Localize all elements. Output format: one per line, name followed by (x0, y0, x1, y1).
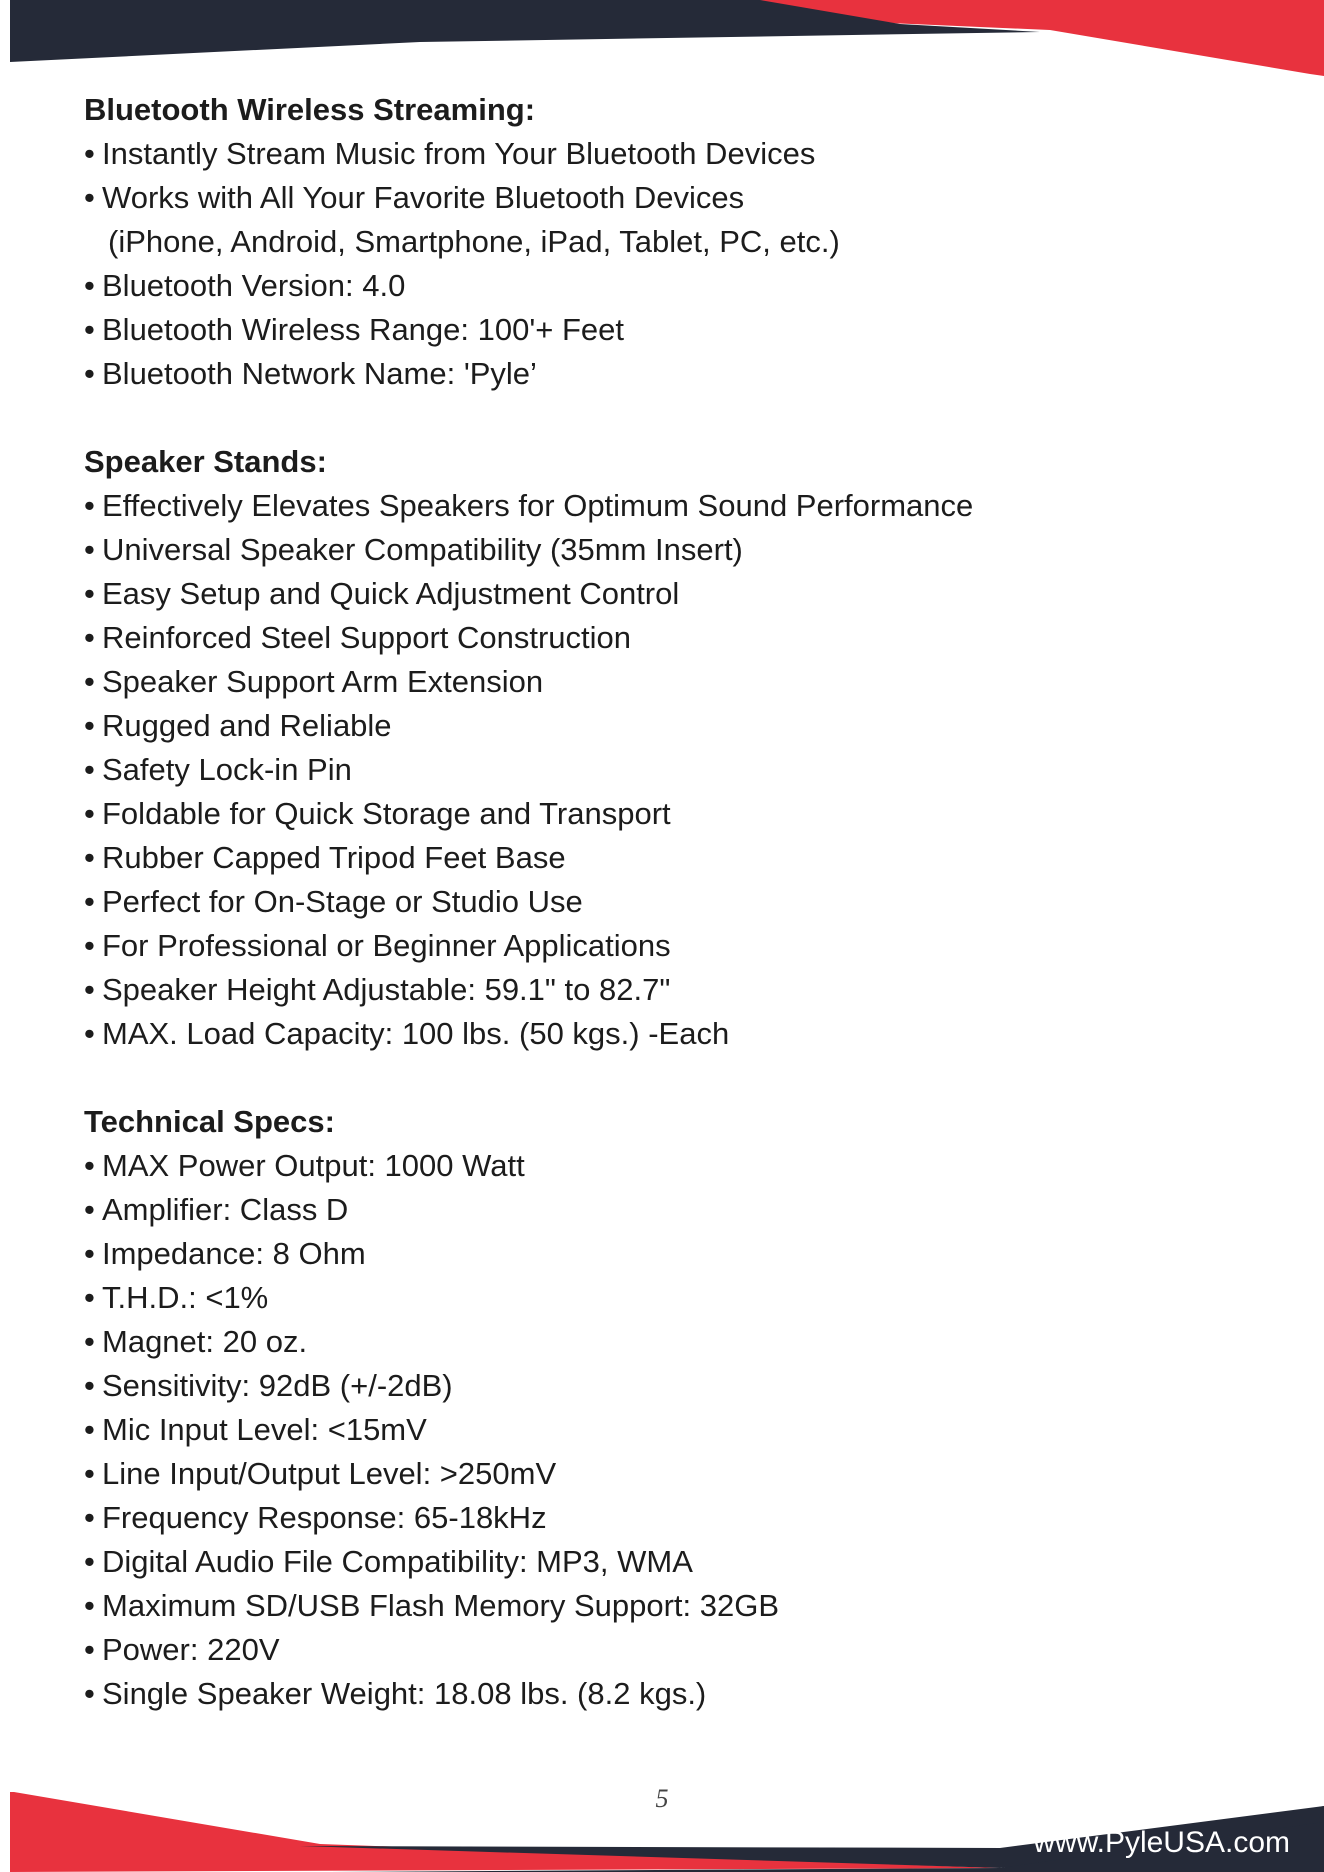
list-item-text: Rugged and Reliable (102, 708, 392, 743)
bullet-icon: • (84, 972, 95, 1007)
spec-list (84, 484, 1244, 1056)
list-item-text: T.H.D.: <1% (102, 1280, 269, 1315)
list-item (84, 1672, 1244, 1716)
bullet-icon: • (84, 708, 95, 743)
bullet-icon: • (84, 1544, 95, 1579)
section-speaker-stands (84, 440, 1244, 1056)
list-item-text: Line Input/Output Level: >250mV (102, 1456, 557, 1491)
list-item-text: Mic Input Level: <15mV (102, 1412, 427, 1447)
list-item (84, 1012, 1244, 1056)
bullet-icon: • (84, 268, 95, 303)
list-item (84, 660, 1244, 704)
list-item (84, 1408, 1244, 1452)
list-item (84, 1276, 1244, 1320)
list-item (84, 1584, 1244, 1628)
list-item-text: Instantly Stream Music from Your Bluetooth Devices (102, 136, 816, 171)
spec-list (84, 1144, 1244, 1716)
bullet-icon: • (84, 1236, 95, 1271)
list-item (84, 880, 1244, 924)
list-item-text: Speaker Support Arm Extension (102, 664, 544, 699)
bullet-icon: • (84, 532, 95, 567)
bullet-icon: • (84, 1412, 95, 1447)
bullet-icon: • (84, 928, 95, 963)
bullet-icon: • (84, 1324, 95, 1359)
list-item-text: Amplifier: Class D (102, 1192, 349, 1227)
bullet-icon: • (84, 1500, 95, 1535)
section-heading: Speaker Stands: (84, 444, 327, 479)
bullet-icon: • (84, 356, 95, 391)
bullet-icon: • (84, 180, 95, 215)
list-item-text: For Professional or Beginner Applications (102, 928, 671, 963)
bullet-icon: • (84, 884, 95, 919)
list-item-text: MAX. Load Capacity: 100 lbs. (50 kgs.) -Each (102, 1016, 730, 1051)
list-item (84, 1496, 1244, 1540)
list-item (84, 1188, 1244, 1232)
list-item-text: Universal Speaker Compatibility (35mm Insert) (102, 532, 743, 567)
list-item-text: Digital Audio File Compatibility: MP3, WMA (102, 1544, 693, 1579)
list-item-text: Bluetooth Version: 4.0 (102, 268, 406, 303)
list-item-text: Easy Setup and Quick Adjustment Control (102, 576, 680, 611)
list-item-text: Effectively Elevates Speakers for Optimum Sound Performance (102, 488, 974, 523)
bullet-icon: • (84, 752, 95, 787)
list-item-text: Magnet: 20 oz. (102, 1324, 308, 1359)
list-item (84, 792, 1244, 836)
list-item-text: Bluetooth Wireless Range: 100'+ Feet (102, 312, 625, 347)
list-item-text: Foldable for Quick Storage and Transport (102, 796, 671, 831)
list-item (84, 264, 1244, 308)
list-item-continuation: (iPhone, Android, Smartphone, iPad, Tablet, PC, etc.) (108, 224, 840, 259)
bullet-icon: • (84, 1588, 95, 1623)
bullet-icon: • (84, 312, 95, 347)
list-item (84, 572, 1244, 616)
list-item-text: Reinforced Steel Support Construction (102, 620, 632, 655)
bullet-icon: • (84, 576, 95, 611)
list-item (84, 616, 1244, 660)
list-item (84, 1364, 1244, 1408)
bullet-icon: • (84, 620, 95, 655)
list-item (84, 968, 1244, 1012)
section-heading: Technical Specs: (84, 1104, 335, 1139)
page-number: 5 (655, 1784, 669, 1813)
list-item-text: Speaker Height Adjustable: 59.1" to 82.7" (102, 972, 671, 1007)
list-item (84, 484, 1244, 528)
list-item-text: Sensitivity: 92dB (+/-2dB) (102, 1368, 453, 1403)
bullet-icon: • (84, 1368, 95, 1403)
list-item-text: Maximum SD/USB Flash Memory Support: 32GB (102, 1588, 780, 1623)
list-item-text: Safety Lock-in Pin (102, 752, 352, 787)
list-item (84, 1628, 1244, 1672)
footer-url[interactable]: www.PyleUSA.com (1033, 1826, 1290, 1859)
section-heading: Bluetooth Wireless Streaming: (84, 92, 536, 127)
section-technical-specs (84, 1100, 1244, 1716)
spec-list (84, 132, 1244, 396)
top-banner (0, 0, 1324, 90)
list-item (84, 704, 1244, 748)
list-item (84, 1452, 1244, 1496)
bullet-icon: • (84, 1632, 95, 1667)
bullet-icon: • (84, 664, 95, 699)
list-item-text: Rubber Capped Tripod Feet Base (102, 840, 566, 875)
list-item (84, 836, 1244, 880)
bullet-icon: • (84, 1280, 95, 1315)
list-item (84, 1144, 1244, 1188)
bullet-icon: • (84, 796, 95, 831)
bullet-icon: • (84, 1192, 95, 1227)
bullet-icon: • (84, 488, 95, 523)
list-item (84, 748, 1244, 792)
list-item (84, 528, 1244, 572)
list-item (84, 924, 1244, 968)
list-item-text: Works with All Your Favorite Bluetooth Devices (102, 180, 745, 215)
bullet-icon: • (84, 1456, 95, 1491)
list-item (84, 176, 1244, 264)
list-item-text: Frequency Response: 65-18kHz (102, 1500, 547, 1535)
list-item (84, 1320, 1244, 1364)
bullet-icon: • (84, 1148, 95, 1183)
bullet-icon: • (84, 136, 95, 171)
list-item-text: Power: 220V (102, 1632, 280, 1667)
list-item-text: MAX Power Output: 1000 Watt (102, 1148, 525, 1183)
bullet-icon: • (84, 1676, 95, 1711)
list-item (84, 132, 1244, 176)
list-item-text: Perfect for On-Stage or Studio Use (102, 884, 583, 919)
list-item (84, 1232, 1244, 1276)
list-item-text: Single Speaker Weight: 18.08 lbs. (8.2 kgs.) (102, 1676, 707, 1711)
list-item (84, 308, 1244, 352)
list-item (84, 1540, 1244, 1584)
spec-content (84, 88, 1244, 1760)
list-item (84, 352, 1244, 396)
list-item-text: Bluetooth Network Name: 'Pyle’ (102, 356, 537, 391)
bullet-icon: • (84, 1016, 95, 1051)
list-item-text: Impedance: 8 Ohm (102, 1236, 366, 1271)
bullet-icon: • (84, 840, 95, 875)
section-bluetooth (84, 88, 1244, 396)
